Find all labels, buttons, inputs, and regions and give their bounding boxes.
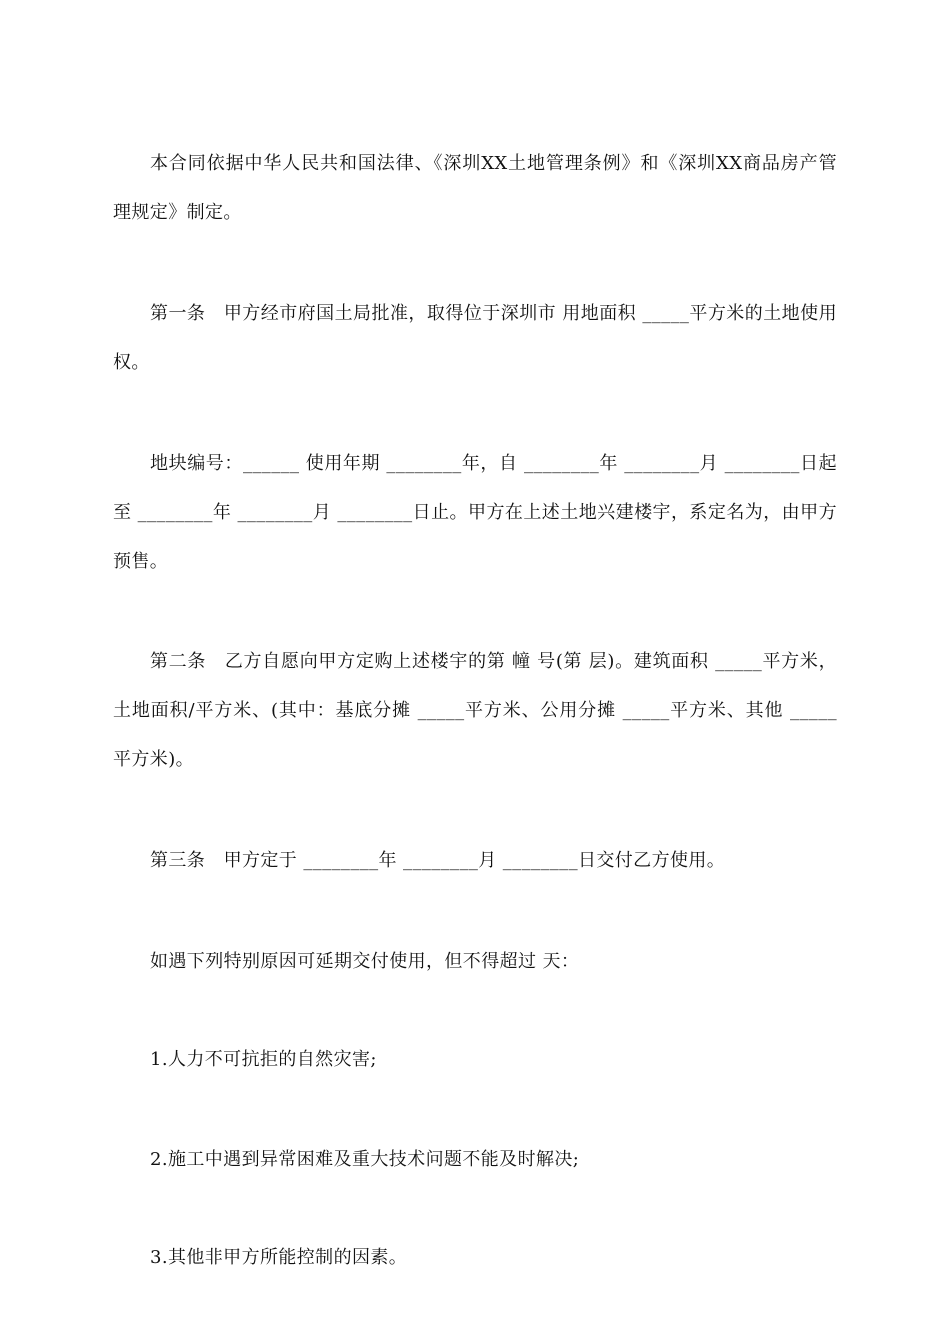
paragraph-preamble: 本合同依据中华人民共和国法律、《深圳XX土地管理条例》和《深圳XX商品房产管理规定》制定。 <box>113 153 837 223</box>
list-item-2: 2.施工中遇到异常困难及重大技术问题不能及时解决; <box>150 1149 580 1170</box>
paragraph-article-2: 第二条 乙方自愿向甲方定购上述楼宇的第 幢 号(第 层)。建筑面积 _____平方米，土地面积/平方米、(其中：基底分摊 _____平方米、公用分摊 _____平方米、其他 _____平方米)。 <box>113 651 837 770</box>
list-item-1: 1.人力不可抗拒的自然灾害; <box>150 1049 377 1070</box>
paragraph-article-1: 第一条 甲方经市府国土局批准，取得位于深圳市 用地面积 _____平方米的土地使用权。 <box>113 303 837 373</box>
paragraph-land-parcel: 地块编号：______ 使用年期 ________年，自 ________年 ________月 ________日起至 ________年 ________月 ________日止。甲方在上述土地兴建楼宇，系定名为，由甲方预售。 <box>113 453 837 572</box>
paragraph-delay-conditions: 如遇下列特别原因可延期交付使用，但不得超过 天： <box>150 951 580 972</box>
paragraph-article-3: 第三条 甲方定于 ________年 ________月 ________日交付乙方使用。 <box>150 850 726 871</box>
list-item-3: 3.其他非甲方所能控制的因素。 <box>150 1247 408 1268</box>
